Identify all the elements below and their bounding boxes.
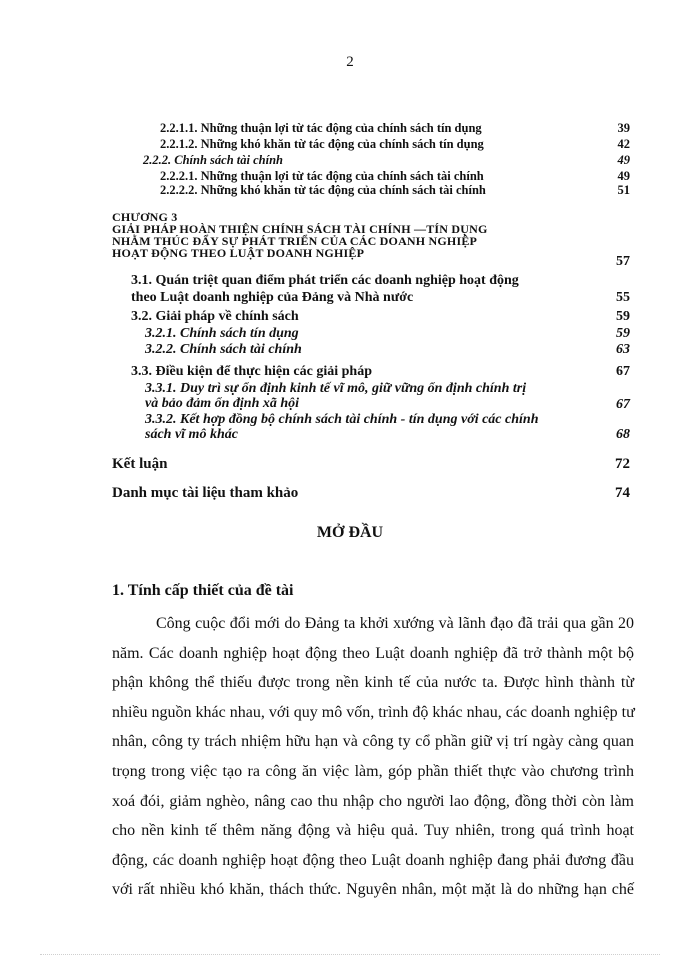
body-line: nhiều nguồn khác nhau, với quy mô vốn, trình độ khác nhau, các doanh nghiệp tư [112, 703, 635, 721]
toc-entry-text: Danh mục tài liệu tham khảo [112, 485, 299, 501]
toc-entry-text: và bảo đảm ổn định xã hội [145, 396, 300, 411]
chapter-page-number: 57 [616, 254, 630, 269]
toc-entry-page: 49 [617, 169, 630, 183]
chapter-title-line: GIẢI PHÁP HOÀN THIỆN CHÍNH SÁCH TÀI CHÍNH —TÍN DỤNG [112, 222, 488, 236]
chapter-heading[interactable] [112, 211, 632, 259]
toc-entry-2-2-2-2[interactable] [0, 183, 700, 199]
toc-entry-page: 42 [617, 137, 630, 151]
toc-entry-text: 2.2.2.1. Những thuận lợi từ tác động của chính sách tài chính [160, 169, 484, 183]
body-paragraph [112, 609, 634, 905]
toc-entry-page: 39 [617, 121, 630, 135]
toc-entry-3-2-2[interactable] [0, 342, 700, 358]
subheading: 1. Tính cấp thiết của đề tài [112, 582, 294, 599]
toc-entry-page: 67 [616, 397, 630, 412]
toc-entry-references[interactable] [0, 485, 700, 503]
toc-entry-page: 49 [617, 153, 630, 167]
toc-entry-page: 59 [616, 326, 630, 341]
toc-entry-page: 63 [616, 342, 630, 357]
body-line: năm. Các doanh nghiệp hoạt động theo Luật doanh nghiệp đã trở thành một bộ [112, 644, 634, 662]
toc-entry-page: 72 [615, 456, 630, 472]
body-line: trọng trong việc tạo ra công ăn việc làm, góp phần thiết thực vào chương trình [112, 762, 634, 780]
toc-entry-text: 3.3.1. Duy trì sự ổn định kinh tế vĩ mô, giữ vững ổn định chính trị [145, 381, 527, 396]
page-number: 2 [346, 54, 354, 70]
toc-entry-3-3-1-page-row [0, 397, 700, 413]
toc-entry-3-3-2-page-row [0, 427, 700, 443]
toc-entry-page: 67 [616, 364, 630, 379]
body-line: cho nền kinh tế thêm năng động và hiệu quả. Tuy nhiên, trong quá trình hoạt [112, 822, 634, 840]
toc-entry-page: 74 [615, 485, 630, 501]
toc-entry-text: 3.3.2. Kết hợp đồng bộ chính sách tài chính - tín dụng với các chính [145, 412, 539, 427]
toc-entry-2-2-1-1[interactable] [0, 121, 700, 137]
toc-entry-text: theo Luật doanh nghiệp của Đảng và Nhà nước [131, 290, 414, 305]
toc-entry-text: sách vĩ mô khác [145, 427, 238, 442]
body-line: Công cuộc đổi mới do Đảng ta khởi xướng và lãnh đạo đã trải qua gần 20 [156, 615, 634, 632]
toc-entry-page: 59 [616, 309, 630, 324]
body-line: phận không thể thiếu được trong nền kinh tế của nước ta. Được hình thành từ [112, 674, 634, 692]
toc-entry-text: 2.2.1.1. Những thuận lợi từ tác động của chính sách tín dụng [160, 121, 482, 135]
chapter-label: CHƯƠNG 3 [112, 210, 178, 224]
toc-entry-2-2-1-2[interactable] [0, 137, 700, 153]
page-bottom-rule [40, 954, 660, 955]
toc-entry-2-2-2[interactable] [0, 153, 700, 169]
toc-entry-3-2-1[interactable] [0, 326, 700, 342]
toc-entry-3-2[interactable] [0, 309, 700, 325]
toc-entry-text: 3.1. Quán triệt quan điểm phát triển các doanh nghiệp hoạt động [131, 273, 519, 288]
toc-entry-text: 2.2.1.2. Những khó khăn từ tác động của chính sách tín dụng [160, 137, 484, 151]
body-line: động, các doanh nghiệp hoạt động theo Luật doanh nghiệp đang phải đương đầu [112, 851, 634, 869]
toc-entry-3-1-page-row [0, 290, 700, 306]
body-line: xoá đói, giảm nghèo, nâng cao thu nhập cho người lao động, đồng thời còn làm [112, 792, 634, 810]
chapter-title-line: HOẠT ĐỘNG THEO LUẬT DOANH NGHIỆP [112, 246, 365, 260]
toc-entry-page: 68 [616, 427, 630, 442]
toc-entry-text: 3.2. Giải pháp về chính sách [131, 309, 299, 324]
body-line: với rất nhiều khó khăn, thách thức. Nguyên nhân, một mặt là do những hạn chế [112, 881, 634, 899]
toc-entry-text: 3.2.1. Chính sách tín dụng [145, 326, 299, 341]
toc-entry-text: 2.2.2.2. Những khó khăn từ tác động của chính sách tài chính [160, 183, 486, 197]
toc-entry-conclusion[interactable] [0, 456, 700, 474]
toc-entry-text: 3.3. Điều kiện để thực hiện các giải pháp [131, 364, 372, 379]
toc-entry-page: 55 [616, 290, 630, 305]
toc-entry-text: 3.2.2. Chính sách tài chính [145, 342, 302, 357]
toc-entry-text: Kết luận [112, 456, 168, 472]
toc-entry-3-3[interactable] [0, 364, 700, 380]
chapter-title-line: NHẰM THÚC ĐẨY SỰ PHÁT TRIỂN CỦA CÁC DOANH NGHIỆP [112, 234, 478, 248]
toc-entry-page: 51 [617, 183, 630, 197]
toc-entry-text: 2.2.2. Chính sách tài chính [143, 153, 283, 167]
body-line: nhân, công ty trách nhiệm hữu hạn và công ty cổ phần giữ vị trí ngày càng quan [112, 733, 634, 751]
section-title: MỞ ĐẦU [316, 524, 384, 541]
